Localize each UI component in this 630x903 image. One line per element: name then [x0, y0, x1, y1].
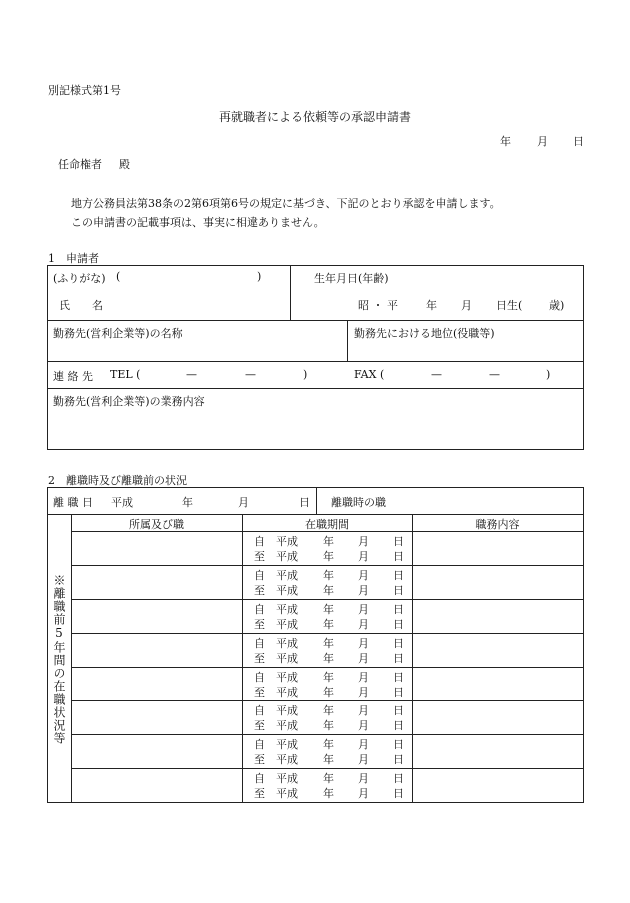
period-to-day: 日 — [393, 550, 404, 563]
period-from-era: 平成 — [276, 568, 298, 582]
period-to-era: 平成 — [276, 753, 298, 767]
period-from-label: 自 — [254, 704, 265, 718]
retire-position-label: 離職時の職 — [331, 496, 386, 509]
business-label: 勤務先(営利企業等)の業務内容 — [53, 395, 205, 408]
retire-month: 月 — [238, 496, 249, 509]
period-from-label: 自 — [254, 636, 265, 650]
col-duties-header: 職務内容 — [475, 518, 520, 531]
date-day: 日 — [573, 135, 584, 148]
period-to-day: 日 — [393, 787, 404, 801]
col-dept-header: 所属及び職 — [129, 518, 184, 531]
period-to-month: 月 — [358, 753, 369, 767]
period-to-day: 日 — [393, 583, 404, 597]
row-divider — [71, 599, 584, 600]
furigana-label: (ふりがな) — [53, 272, 106, 285]
employer-position-label: 勤務先における地位(役職等) — [354, 327, 495, 340]
period-to-month: 月 — [358, 719, 369, 733]
col-period-header: 在職期間 — [305, 518, 349, 531]
period-from-era: 平成 — [276, 670, 298, 684]
fax-dash-2: — — [489, 368, 500, 381]
document-title: 再就職者による依頼等の承認申請書 — [218, 110, 411, 124]
period-to-month: 月 — [358, 787, 369, 801]
period-to-day: 日 — [393, 685, 404, 699]
retire-date-label: 離 職 日 — [53, 496, 93, 509]
tel-dash-1: — — [186, 368, 197, 381]
period-from-label: 自 — [254, 772, 265, 786]
period-from-label: 自 — [254, 602, 265, 616]
period-to-month: 月 — [358, 617, 369, 631]
period-from-label: 自 — [254, 670, 265, 684]
period-from-year: 年 — [323, 568, 334, 582]
period-from-day: 日 — [393, 568, 404, 582]
period-to-label: 至 — [254, 651, 265, 665]
period-from-day: 日 — [393, 535, 404, 548]
row-divider — [71, 700, 584, 701]
period-from-month: 月 — [358, 568, 369, 582]
section2-heading: 2 離職時及び離職前の状況 — [48, 474, 187, 487]
name-label: 氏 名 — [59, 299, 103, 312]
row-divider — [71, 565, 584, 566]
period-to-era: 平成 — [276, 787, 298, 801]
birth-era: 昭 ・ 平 — [358, 299, 398, 312]
period-from-year: 年 — [323, 772, 334, 786]
period-from-era: 平成 — [276, 535, 298, 548]
period-to-label: 至 — [254, 719, 265, 733]
birth-label: 生年月日(年齢) — [314, 272, 389, 285]
period-from-month: 月 — [358, 602, 369, 616]
vertical-label: ※離職前5年間の在職状況等 — [52, 573, 66, 745]
period-from-era: 平成 — [276, 772, 298, 786]
period-to-era: 平成 — [276, 550, 298, 563]
period-from-year: 年 — [323, 670, 334, 684]
period-to-label: 至 — [254, 685, 265, 699]
period-to-month: 月 — [358, 651, 369, 665]
date-year: 年 — [500, 135, 511, 148]
period-to-year: 年 — [323, 685, 334, 699]
period-from-month: 月 — [358, 738, 369, 752]
body-line-2: この申請書の記載事項は、事実に相違ありません。 — [71, 216, 325, 229]
period-to-day: 日 — [393, 753, 404, 767]
period-from-day: 日 — [393, 602, 404, 616]
period-to-month: 月 — [358, 685, 369, 699]
period-to-year: 年 — [323, 719, 334, 733]
fax-label: FAX ( — [354, 368, 385, 381]
period-to-year: 年 — [323, 787, 334, 801]
period-to-era: 平成 — [276, 583, 298, 597]
period-to-label: 至 — [254, 787, 265, 801]
section1-heading: 1 申請者 — [48, 252, 99, 265]
period-to-month: 月 — [358, 583, 369, 597]
birth-year: 年 — [426, 299, 437, 312]
body-line-1: 地方公務員法第38条の2第6項第6号の規定に基づき、下記のとおり承認を申請します。 — [71, 197, 501, 210]
period-to-era: 平成 — [276, 651, 298, 665]
period-from-day: 日 — [393, 670, 404, 684]
period-to-era: 平成 — [276, 617, 298, 631]
fax-close: ) — [546, 368, 551, 381]
row-divider — [71, 667, 584, 668]
period-from-month: 月 — [358, 670, 369, 684]
addressee-suffix: 殿 — [119, 158, 130, 171]
period-to-year: 年 — [323, 617, 334, 631]
employer-name-label: 勤務先(営利企業等)の名称 — [53, 327, 183, 340]
period-from-day: 日 — [393, 636, 404, 650]
addressee-name: 任命権者 — [58, 158, 102, 171]
period-from-month: 月 — [358, 704, 369, 718]
period-from-label: 自 — [254, 568, 265, 582]
contact-label: 連 絡 先 — [53, 370, 93, 383]
age-close: 歳) — [549, 299, 565, 312]
retire-year: 年 — [182, 496, 193, 509]
period-from-year: 年 — [323, 704, 334, 718]
fax-dash-1: — — [431, 368, 442, 381]
row-divider — [71, 768, 584, 769]
period-from-year: 年 — [323, 602, 334, 616]
row-divider — [71, 633, 584, 634]
retire-day: 日 — [299, 496, 310, 509]
furigana-close-paren: ) — [257, 270, 262, 283]
furigana-open-paren: ( — [116, 270, 121, 283]
period-to-label: 至 — [254, 550, 265, 563]
period-from-label: 自 — [254, 738, 265, 752]
period-to-year: 年 — [323, 753, 334, 767]
period-from-month: 月 — [358, 772, 369, 786]
period-from-year: 年 — [323, 636, 334, 650]
tel-label: TEL ( — [110, 368, 141, 381]
period-from-year: 年 — [323, 738, 334, 752]
period-from-day: 日 — [393, 704, 404, 718]
period-to-label: 至 — [254, 617, 265, 631]
period-from-era: 平成 — [276, 636, 298, 650]
period-from-label: 自 — [254, 535, 265, 548]
tel-close: ) — [303, 368, 308, 381]
tel-dash-2: — — [245, 368, 256, 381]
birth-day: 日生( — [496, 299, 523, 312]
period-from-era: 平成 — [276, 738, 298, 752]
period-to-label: 至 — [254, 583, 265, 597]
period-to-year: 年 — [323, 651, 334, 665]
retire-era: 平成 — [111, 496, 133, 509]
period-to-year: 年 — [323, 583, 334, 597]
period-from-day: 日 — [393, 772, 404, 786]
period-to-era: 平成 — [276, 685, 298, 699]
period-from-month: 月 — [358, 535, 369, 548]
period-from-era: 平成 — [276, 704, 298, 718]
period-from-year: 年 — [323, 535, 334, 548]
period-to-day: 日 — [393, 651, 404, 665]
date-month: 月 — [537, 135, 548, 148]
period-to-label: 至 — [254, 753, 265, 767]
period-from-day: 日 — [393, 738, 404, 752]
period-to-month: 月 — [358, 550, 369, 563]
period-to-era: 平成 — [276, 719, 298, 733]
period-to-day: 日 — [393, 719, 404, 733]
period-from-era: 平成 — [276, 602, 298, 616]
period-from-month: 月 — [358, 636, 369, 650]
birth-month: 月 — [461, 299, 472, 312]
row-divider — [71, 734, 584, 735]
form-number: 別記様式第1号 — [48, 84, 121, 97]
period-to-year: 年 — [323, 550, 334, 563]
period-to-day: 日 — [393, 617, 404, 631]
